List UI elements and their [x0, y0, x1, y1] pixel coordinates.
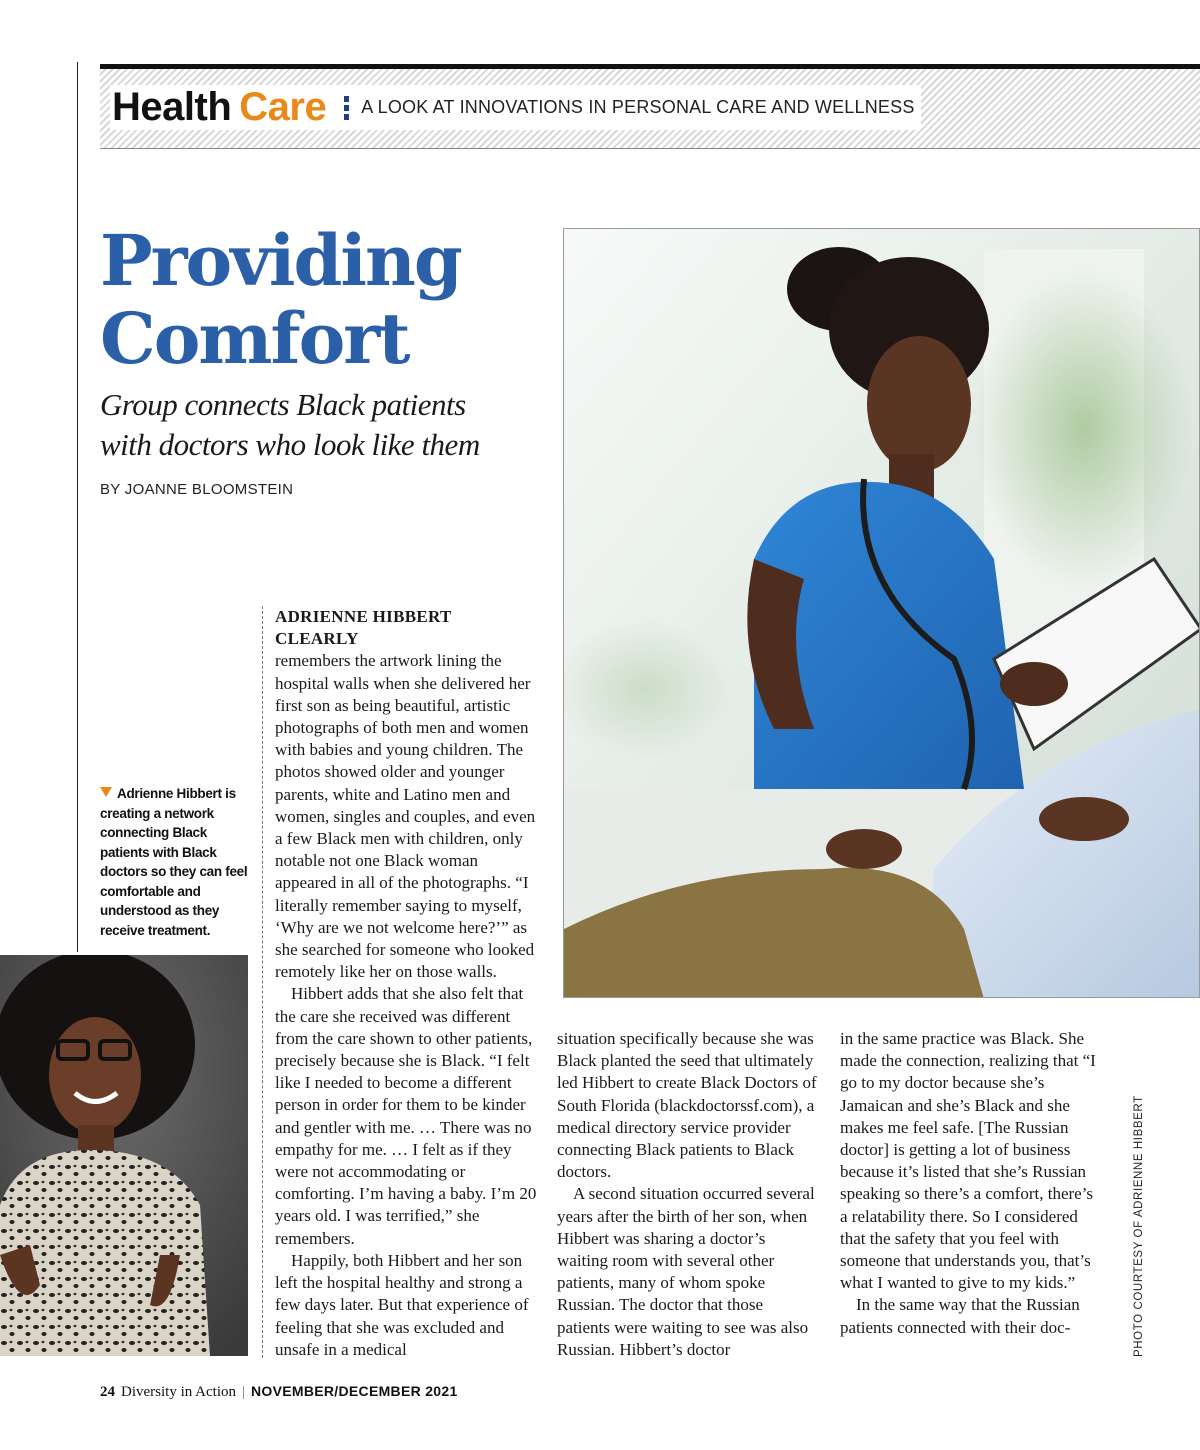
subhead-line-1: Group connects Black patients — [100, 387, 466, 422]
section-title-health: Health — [112, 85, 232, 129]
paragraph: Hibbert adds that she also felt that the care she received was different from the care shown to other patients, precisely because she is Black. “I felt like I needed to become a different person in order for them to be kinder and gentler with me. … There was no empathy for me. … I felt as if they were not accommodating or comforting. I’m having a baby. I’m 20 years old. I was terrified,” she remembers. — [275, 984, 537, 1248]
section-title-care: Care — [239, 85, 327, 129]
page-footer — [100, 1383, 458, 1401]
portrait-illustration — [0, 955, 248, 1356]
column-divider — [262, 606, 263, 1358]
paragraph: In the same way that the Russian patients connected with their doc- — [840, 1295, 1080, 1337]
paragraph: remembers the artwork lining the hospital walls when she delivered her first son as being beautiful, artistic photographs of both men and women with babies and young children. The photos showed older and younger parents, white and Latino men and women, singles and couples, and even a few Black men with children, only notable not one Black woman appeared in all of the photographs. “I literally remember saying to myself, ‘Why are we not welcome here?’” as she searched for someone who looked remotely like her on those walls. — [275, 651, 536, 982]
headline-line-1: Providing — [100, 219, 461, 302]
article-subhead — [100, 385, 550, 465]
page-number: 24 — [100, 1384, 115, 1400]
article-column-3 — [840, 1028, 1102, 1339]
photo-credit: PHOTO COURTESY OF ADRIENNE HIBBERT — [1133, 1095, 1145, 1357]
issue-date: NOVEMBER/DECEMBER 2021 — [251, 1383, 458, 1399]
lead-in: ADRIENNE HIBBERT CLEARLY — [275, 607, 452, 649]
caption-arrow-icon — [100, 787, 112, 797]
article-column-1 — [275, 606, 537, 1361]
headline-line-2: Comfort — [100, 297, 409, 380]
page-margin-rule — [77, 62, 78, 952]
portrait-adrienne-hibbert — [0, 955, 248, 1356]
paragraph: in the same practice was Black. She made the connection, realizing that “I go to my doctor because she’s Jamaican and she’s Black and she makes me feel safe. [The Russian doctor] is getting a lot of business because it’s listed that she’s Russian speaking so there’s a comfort, there’s a relatability there. So I considered that the safety that you feel with someone that understands you, that’s what I wanted to give to my kids.” — [840, 1029, 1096, 1293]
paragraph: A second situation occurred several years after the birth of her son, when Hibbert was sharing a doctor’s waiting room with several other patients, many of whom spoke Russian. The doctor that those patients were waiting to see was also Russian. Hibbert’s doctor — [557, 1184, 815, 1359]
section-label — [110, 85, 921, 130]
article-column-2 — [557, 1028, 819, 1361]
dots-divider-icon — [344, 96, 349, 120]
section-tagline: A LOOK AT INNOVATIONS IN PERSONAL CARE AND WELLNESS — [361, 97, 915, 117]
paragraph: situation specifically because she was Black planted the seed that ultimately led Hibbert to create Black Doctors of South Florida (blackdoctorssf.com), a medical directory service provider connecting Black patients to Black doctors. — [557, 1029, 817, 1182]
photo-caption — [100, 784, 248, 940]
paragraph: Happily, both Hibbert and her son left the hospital healthy and strong a few days later. But that experience of feeling that she was excluded and unsafe in a medical — [275, 1250, 529, 1359]
main-photo-nurse-and-patient — [563, 228, 1200, 998]
section-banner — [100, 69, 1200, 149]
magazine-name: Diversity in Action — [121, 1384, 236, 1400]
nurse-illustration — [564, 229, 1200, 998]
byline: BY JOANNE BLOOMSTEIN — [100, 481, 294, 498]
caption-text: Adrienne Hibbert is creating a network connecting Black patients with Black doctors so they can feel comfortable and understood as they receive treatment. — [100, 786, 248, 938]
subhead-line-2: with doctors who look like them — [100, 427, 480, 462]
article-headline — [100, 219, 540, 380]
footer-separator: | — [242, 1384, 246, 1400]
